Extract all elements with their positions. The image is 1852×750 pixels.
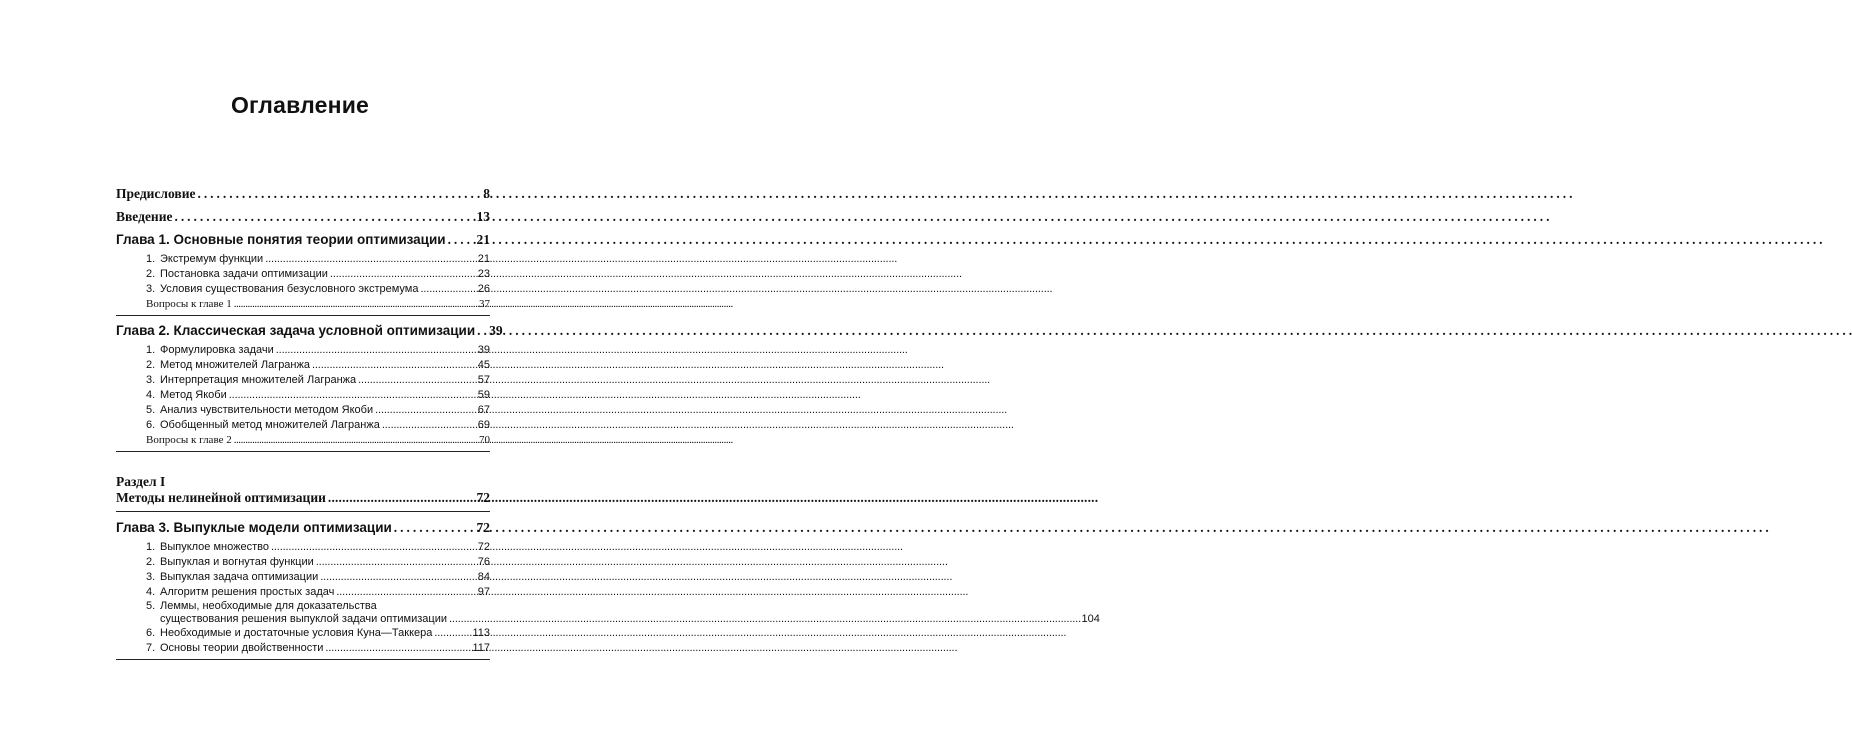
toc-section[interactable] xyxy=(146,343,490,358)
section-number: 5. xyxy=(146,404,156,416)
section-label: Формулировка задачи xyxy=(160,344,274,356)
section-number: 2. xyxy=(146,556,156,568)
toc-section[interactable] xyxy=(146,600,1100,626)
toc-entry-introduction[interactable] xyxy=(116,209,490,225)
section-number: 1. xyxy=(146,344,156,356)
dot-leader xyxy=(420,282,475,297)
page-title: Оглавление xyxy=(230,92,370,118)
dot-leader xyxy=(265,252,476,267)
questions-label: Вопросы к главе 2 xyxy=(146,434,232,446)
dot-leader xyxy=(174,209,474,225)
dot-leader xyxy=(434,626,470,641)
section-number: 6. xyxy=(146,627,156,639)
section-page: 26 xyxy=(477,283,490,295)
toc-questions[interactable] xyxy=(146,433,490,448)
toc-section[interactable] xyxy=(146,555,490,570)
section-page: 57 xyxy=(477,374,490,386)
section-page: 84 xyxy=(477,571,490,583)
section-number: 1. xyxy=(146,253,156,265)
questions-page: 70 xyxy=(479,434,490,446)
section-number: 3. xyxy=(146,571,156,583)
dot-leader xyxy=(336,585,475,600)
dot-leader xyxy=(312,358,476,373)
section-label: Выпуклое множество xyxy=(160,541,269,553)
part-label: Раздел I xyxy=(116,474,166,489)
section-label: Выпуклая и вогнутая функции xyxy=(160,556,314,568)
entry-label: Предисловие xyxy=(116,186,196,201)
toc-section[interactable] xyxy=(146,570,490,585)
section-label: Анализ чувствительности методом Якоби xyxy=(160,404,374,416)
toc-section[interactable] xyxy=(146,626,490,641)
section-label: Метод Якоби xyxy=(160,389,227,401)
dot-leader xyxy=(328,490,475,506)
section-page: 39 xyxy=(477,344,490,356)
section-label-line-1 xyxy=(160,600,1100,613)
dot-leader xyxy=(229,388,476,403)
chapter-2-block xyxy=(116,323,503,452)
section-label: Основы теории двойственности xyxy=(160,642,324,654)
toc-section[interactable] xyxy=(146,388,490,403)
section-number: 2. xyxy=(146,359,156,371)
section-page: 67 xyxy=(477,404,490,416)
toc-questions[interactable] xyxy=(146,297,490,312)
section-label: существования решения выпуклой задачи оптимизации xyxy=(160,613,448,625)
section-page: 23 xyxy=(477,268,490,280)
chapter-title: Глава 3. Выпуклые модели оптимизации xyxy=(116,520,392,535)
section-page: 76 xyxy=(477,556,490,568)
section-label: Выпуклая задача оптимизации xyxy=(160,571,319,583)
dot-leader xyxy=(449,613,1080,626)
table-of-contents xyxy=(116,186,1100,660)
dot-leader xyxy=(197,186,481,202)
section-label: Леммы, необходимые для доказательства xyxy=(160,600,377,612)
section-page: 59 xyxy=(477,389,490,401)
section-page: 72 xyxy=(477,541,490,553)
toc-section[interactable] xyxy=(146,403,490,418)
section-page: 69 xyxy=(477,419,490,431)
section-label: Постановка задачи оптимизации xyxy=(160,268,328,280)
part-1-block xyxy=(116,474,490,512)
entry-page: 72 xyxy=(476,520,490,535)
section-page: 117 xyxy=(472,642,490,654)
questions-label: Вопросы к главе 1 xyxy=(146,298,232,310)
dot-leader xyxy=(234,433,477,448)
section-page: 45 xyxy=(477,359,490,371)
chapter-title: Глава 1. Основные понятия теории оптимизации xyxy=(116,232,446,247)
dot-leader xyxy=(358,373,476,388)
dot-leader xyxy=(234,297,477,312)
toc-entry-chapter-3[interactable] xyxy=(116,520,490,536)
toc-entry-chapter-2[interactable] xyxy=(116,323,503,339)
dot-leader xyxy=(448,232,475,248)
entry-page: 72 xyxy=(476,490,490,505)
toc-section[interactable] xyxy=(146,282,490,297)
dot-leader xyxy=(320,570,475,585)
toc-section[interactable] xyxy=(146,252,490,267)
dot-leader xyxy=(276,343,476,358)
dot-leader xyxy=(375,403,476,418)
toc-section[interactable] xyxy=(146,540,490,555)
section-label: Алгоритм решения простых задач xyxy=(160,586,335,598)
chapter-1-block xyxy=(116,232,490,316)
toc-section[interactable] xyxy=(146,641,490,656)
section-number: 6. xyxy=(146,419,156,431)
section-number: 4. xyxy=(146,586,156,598)
entry-page: 21 xyxy=(476,232,490,247)
entry-page: 39 xyxy=(489,323,503,338)
toc-entry-preface[interactable] xyxy=(116,186,490,202)
section-label: Метод множителей Лагранжа xyxy=(160,359,310,371)
toc-section[interactable] xyxy=(146,267,490,282)
section-label: Обобщенный метод множителей Лагранжа xyxy=(160,419,380,431)
section-label: Интерпретация множителей Лагранжа xyxy=(160,374,357,386)
section-page: 113 xyxy=(472,627,490,639)
dot-leader xyxy=(271,540,476,555)
section-number: 1. xyxy=(146,541,156,553)
section-label: Экстремум функции xyxy=(160,253,264,265)
dot-leader xyxy=(477,323,487,339)
toc-section[interactable] xyxy=(146,585,490,600)
section-label: Условия существования безусловного экстремума xyxy=(160,283,419,295)
dot-leader xyxy=(330,267,476,282)
section-number: 5. xyxy=(146,600,156,612)
section-number: 4. xyxy=(146,389,156,401)
toc-entry-part-1[interactable] xyxy=(116,490,490,506)
questions-page: 37 xyxy=(479,298,490,310)
section-number: 7. xyxy=(146,642,156,654)
section-label: Необходимые и достаточные условия Куна—Таккера xyxy=(160,627,433,639)
section-page: 97 xyxy=(477,586,490,598)
dot-leader xyxy=(394,520,475,536)
entry-page: 8 xyxy=(483,186,490,201)
entry-label: Введение xyxy=(116,209,173,224)
section-number: 3. xyxy=(146,283,156,295)
toc-section[interactable] xyxy=(146,418,490,433)
toc-entry-chapter-1[interactable] xyxy=(116,232,490,248)
dot-leader xyxy=(316,555,476,570)
section-page: 104 xyxy=(1081,613,1100,625)
toc-section[interactable] xyxy=(146,358,490,373)
section-number: 3. xyxy=(146,374,156,386)
section-label-line-2 xyxy=(160,613,1100,626)
section-number: 2. xyxy=(146,268,156,280)
section-page: 21 xyxy=(477,253,490,265)
chapter-title: Глава 2. Классическая задача условной оптимизации xyxy=(116,323,476,338)
entry-page: 13 xyxy=(476,209,490,224)
dot-leader xyxy=(325,641,470,656)
chapter-3-block xyxy=(116,520,1100,660)
part-title: Методы нелинейной оптимизации xyxy=(116,490,326,505)
dot-leader xyxy=(382,418,476,433)
toc-section[interactable] xyxy=(146,373,490,388)
